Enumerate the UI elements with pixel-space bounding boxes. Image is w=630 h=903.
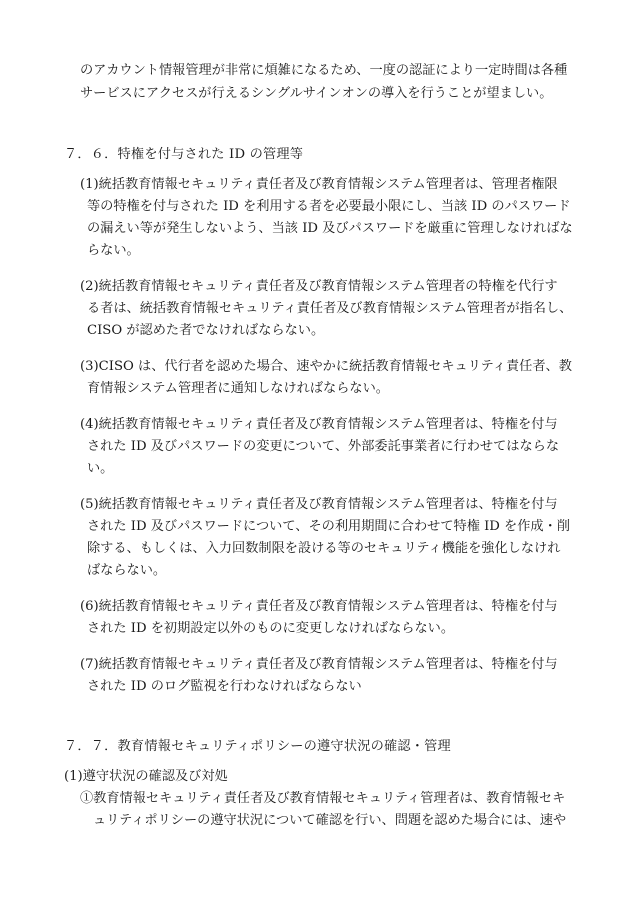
circled-item-1-line-2: ュリティポリシーの遵守状況について確認を行い、問題を認めた場合には、速や (93, 813, 567, 828)
item-5-line-2: された ID 及びパスワードについて、その利用期間に合わせて特権 ID を作成・削 (87, 519, 570, 534)
intro-line-1: のアカウント情報管理が非常に煩雑になるため、一度の認証により一定時間は各種 (80, 63, 568, 78)
item-2-line-3: CISO が認めた者でなければならない。 (87, 323, 325, 338)
item-3-line-1: (3)CISO は、代行者を認めた場合、速やかに統括教育情報セキュリティ責任者、教 (80, 359, 572, 374)
item-3-line-2: 育情報システム管理者に通知しなければならない。 (87, 381, 389, 396)
item-4-line-3: い。 (87, 461, 114, 476)
item-2-line-2: る者は、統括教育情報セキュリティ責任者及び教育情報システム管理者が指名し、 (87, 301, 573, 316)
item-1-line-4: らない。 (87, 243, 140, 258)
item-1-line-3: の漏えい等が発生しないよう、当該 ID 及びパスワードを厳重に管理しなければな (87, 221, 573, 236)
item-5-line-3: 除する、もしくは、入力回数制限を設ける等のセキュリティ機能を強化しなけれ (87, 541, 561, 556)
item-7-line-2: された ID のログ監視を行わなければならない (87, 679, 362, 694)
section-7-7-heading: ７．７．教育情報セキュリティポリシーの遵守状況の確認・管理 (64, 739, 451, 754)
item-5-line-4: ばならない。 (87, 563, 167, 578)
item-6-line-1: (6)統括教育情報セキュリティ責任者及び教育情報システム管理者は、特権を付与 (80, 599, 558, 614)
item-1-line-2: 等の特権を付与された ID を利用する者を必要最小限にし、当該 ID のパスワード (87, 199, 571, 214)
subsection-1-heading: (1)遵守状況の確認及び対処 (64, 769, 228, 784)
item-5-line-1: (5)統括教育情報セキュリティ責任者及び教育情報システム管理者は、特権を付与 (80, 497, 558, 512)
item-1-line-1: (1)統括教育情報セキュリティ責任者及び教育情報システム管理者は、管理者権限 (80, 177, 558, 192)
item-6-line-2: された ID を初期設定以外のものに変更しなければならない。 (87, 621, 455, 636)
item-4-line-1: (4)統括教育情報セキュリティ責任者及び教育情報システム管理者は、特権を付与 (80, 417, 558, 432)
section-7-6-heading: ７．６．特権を付与された ID の管理等 (64, 147, 304, 162)
item-7-line-1: (7)統括教育情報セキュリティ責任者及び教育情報システム管理者は、特権を付与 (80, 657, 558, 672)
intro-line-2: サービスにアクセスが行えるシングルサインオンの導入を行うことが望ましい。 (80, 86, 553, 101)
item-2-line-1: (2)統括教育情報セキュリティ責任者及び教育情報システム管理者の特権を代行す (80, 279, 558, 294)
item-4-line-2: された ID 及びパスワードの変更について、外部委託事業者に行わせてはならな (87, 439, 560, 454)
circled-item-1-line-1: ①教育情報セキュリティ責任者及び教育情報セキュリティ管理者は、教育情報セキ (80, 791, 566, 806)
